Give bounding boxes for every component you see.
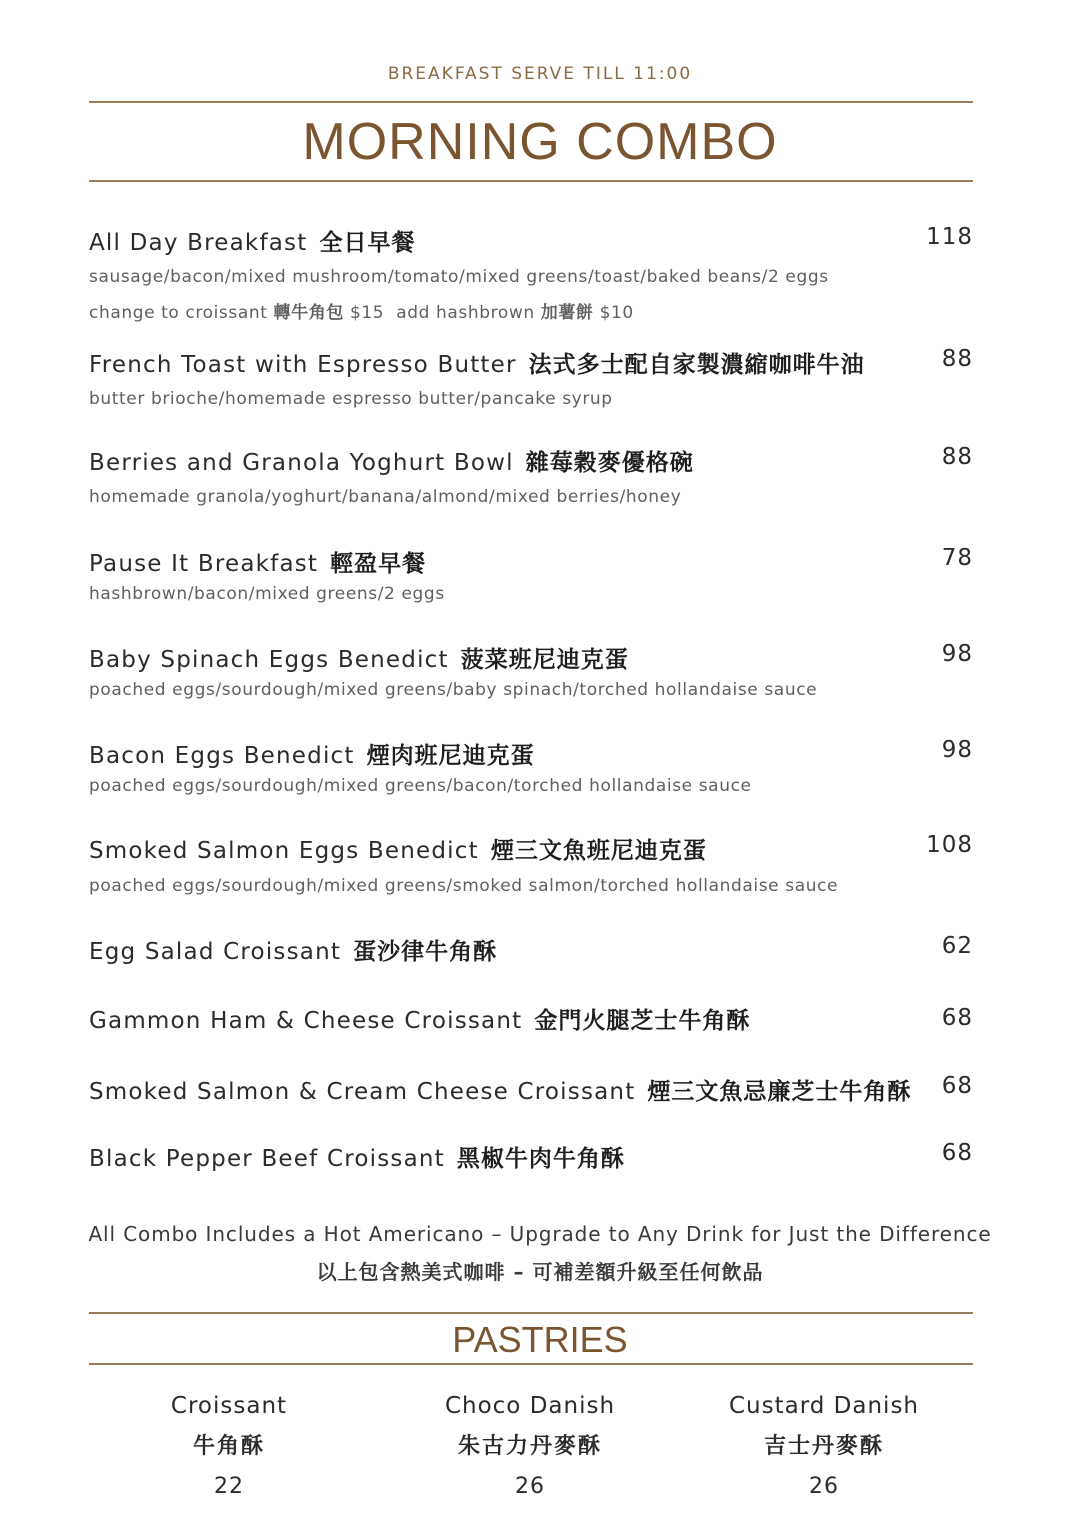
item-name-cn: 蛋沙律牛角酥 bbox=[353, 939, 498, 965]
item-name-cn: 菠菜班尼迪克蛋 bbox=[460, 647, 629, 673]
item-name-en: Smoked Salmon Eggs Benedict bbox=[89, 838, 479, 864]
pastry-name-cn: 朱古力丹麥酥 bbox=[457, 1434, 602, 1459]
item-name-en: French Toast with Espresso Butter bbox=[89, 352, 517, 378]
item-name-en: Egg Salad Croissant bbox=[89, 939, 342, 965]
menu-item-description: poached eggs/sourdough/mixed greens/baby spinach/torched hollandaise sauce bbox=[89, 680, 818, 700]
pastry-custard-danish bbox=[674, 1393, 974, 1499]
item-name-cn: 煙三文魚班尼迪克蛋 bbox=[490, 838, 707, 864]
pastry-price: 26 bbox=[809, 1474, 839, 1499]
extra-option-cn: 加薯餅 bbox=[540, 303, 594, 323]
menu-item-name bbox=[89, 444, 973, 477]
menu-item-price: 78 bbox=[941, 545, 973, 571]
extra-option-text: change to croissant bbox=[89, 303, 268, 323]
menu-item-beef-croissant bbox=[89, 1140, 973, 1173]
menu-item-salmon-croissant bbox=[89, 1073, 973, 1106]
extra-option-cn: 轉牛角包 bbox=[273, 303, 344, 323]
menu-item-description: hashbrown/bacon/mixed greens/2 eggs bbox=[89, 584, 445, 604]
serve-time-note: BREAKFAST SERVE TILL 11:00 bbox=[387, 64, 693, 84]
menu-item-price: 62 bbox=[941, 933, 973, 959]
menu-item-price: 98 bbox=[941, 641, 973, 667]
item-name-cn: 輕盈早餐 bbox=[330, 551, 427, 577]
menu-item-all-day-breakfast bbox=[89, 224, 973, 323]
menu-item-price: 88 bbox=[941, 346, 973, 372]
item-name-en: All Day Breakfast bbox=[89, 230, 308, 256]
menu-item-name bbox=[89, 545, 973, 578]
menu-item-egg-salad-croissant bbox=[89, 933, 973, 966]
extra-option-price: $10 bbox=[599, 303, 634, 323]
menu-item-extras bbox=[89, 298, 973, 323]
menu-item-price: 108 bbox=[926, 832, 973, 858]
menu-item-price: 68 bbox=[941, 1140, 973, 1166]
item-name-cn: 金門火腿芝士牛角酥 bbox=[534, 1008, 751, 1034]
item-name-cn: 雜莓穀麥優格碗 bbox=[525, 450, 694, 476]
menu-item-name bbox=[89, 737, 973, 770]
pastry-price: 22 bbox=[214, 1474, 244, 1499]
item-name-en: Black Pepper Beef Croissant bbox=[89, 1146, 445, 1172]
item-name-en: Berries and Granola Yoghurt Bowl bbox=[89, 450, 514, 476]
item-name-cn: 煙肉班尼迪克蛋 bbox=[366, 743, 535, 769]
menu-item-price: 68 bbox=[941, 1005, 973, 1031]
extra-option-price: $15 bbox=[349, 303, 385, 323]
combo-note-english: All Combo Includes a Hot Americano – Upgrade to Any Drink for Just the Difference bbox=[88, 1222, 992, 1246]
menu-item-description: butter brioche/homemade espresso butter/pancake syrup bbox=[89, 389, 613, 409]
item-name-en: Gammon Ham & Cheese Croissant bbox=[89, 1008, 523, 1034]
menu-item-name bbox=[89, 1140, 973, 1173]
menu-item-name bbox=[89, 224, 973, 257]
item-name-cn: 全日早餐 bbox=[319, 230, 416, 256]
menu-item-french-toast bbox=[89, 346, 973, 409]
menu-item-name bbox=[89, 641, 973, 674]
menu-item-spinach-benedict bbox=[89, 641, 973, 700]
pastry-name: Choco Danish bbox=[444, 1393, 616, 1419]
menu-item-name bbox=[89, 933, 973, 966]
pastry-name-cn: 牛角酥 bbox=[192, 1434, 265, 1459]
menu-item-salmon-benedict bbox=[89, 832, 973, 896]
pastry-choco-danish bbox=[380, 1393, 680, 1499]
menu-item-yoghurt-bowl bbox=[89, 444, 973, 507]
menu-item-name bbox=[89, 346, 973, 379]
title-divider bbox=[89, 180, 973, 182]
menu-item-ham-cheese-croissant bbox=[89, 1002, 973, 1035]
menu-item-name bbox=[89, 1073, 973, 1106]
item-name-cn: 煙三文魚忌廉芝士牛角酥 bbox=[647, 1079, 912, 1105]
item-name-en: Pause It Breakfast bbox=[89, 551, 319, 577]
item-name-cn: 黑椒牛肉牛角酥 bbox=[456, 1146, 625, 1172]
item-name-en: Baby Spinach Eggs Benedict bbox=[89, 647, 449, 673]
pastry-price: 26 bbox=[515, 1474, 545, 1499]
item-name-en: Bacon Eggs Benedict bbox=[89, 743, 355, 769]
pastry-name-cn: 吉士丹麥酥 bbox=[763, 1434, 884, 1459]
menu-item-price: 98 bbox=[941, 737, 973, 763]
menu-item-description: sausage/bacon/mixed mushroom/tomato/mixed greens/toast/baked beans/2 eggs bbox=[89, 267, 829, 287]
item-name-en: Smoked Salmon & Cream Cheese Croissant bbox=[89, 1079, 636, 1105]
item-name-cn: 法式多士配自家製濃縮咖啡牛油 bbox=[528, 352, 865, 378]
menu-item-description: poached eggs/sourdough/mixed greens/bacon/torched hollandaise sauce bbox=[89, 776, 752, 796]
menu-item-name bbox=[89, 1002, 973, 1035]
pastries-bottom-divider bbox=[89, 1363, 973, 1365]
combo-note-chinese: 以上包含熱美式咖啡 – 可補差額升級至任何飲品 bbox=[316, 1260, 764, 1284]
pastry-name: Custard Danish bbox=[728, 1393, 920, 1419]
menu-item-pause-it-breakfast bbox=[89, 545, 973, 604]
menu-item-description: poached eggs/sourdough/mixed greens/smoked salmon/torched hollandaise sauce bbox=[89, 876, 839, 896]
pastries-top-divider bbox=[89, 1312, 973, 1314]
morning-combo-title: MORNING COMBO bbox=[302, 113, 778, 171]
pastry-croissant bbox=[79, 1393, 379, 1499]
pastry-name: Croissant bbox=[170, 1393, 288, 1419]
menu-item-price: 118 bbox=[926, 224, 973, 250]
pastries-title: PASTRIES bbox=[452, 1319, 628, 1360]
menu-item-bacon-benedict bbox=[89, 737, 973, 796]
menu-item-price: 88 bbox=[941, 444, 973, 470]
menu-item-price: 68 bbox=[941, 1073, 973, 1099]
top-divider bbox=[89, 101, 973, 103]
menu-item-name bbox=[89, 832, 973, 865]
extra-option-text: add hashbrown bbox=[396, 303, 535, 323]
menu-item-description: homemade granola/yoghurt/banana/almond/mixed berries/honey bbox=[89, 487, 682, 507]
